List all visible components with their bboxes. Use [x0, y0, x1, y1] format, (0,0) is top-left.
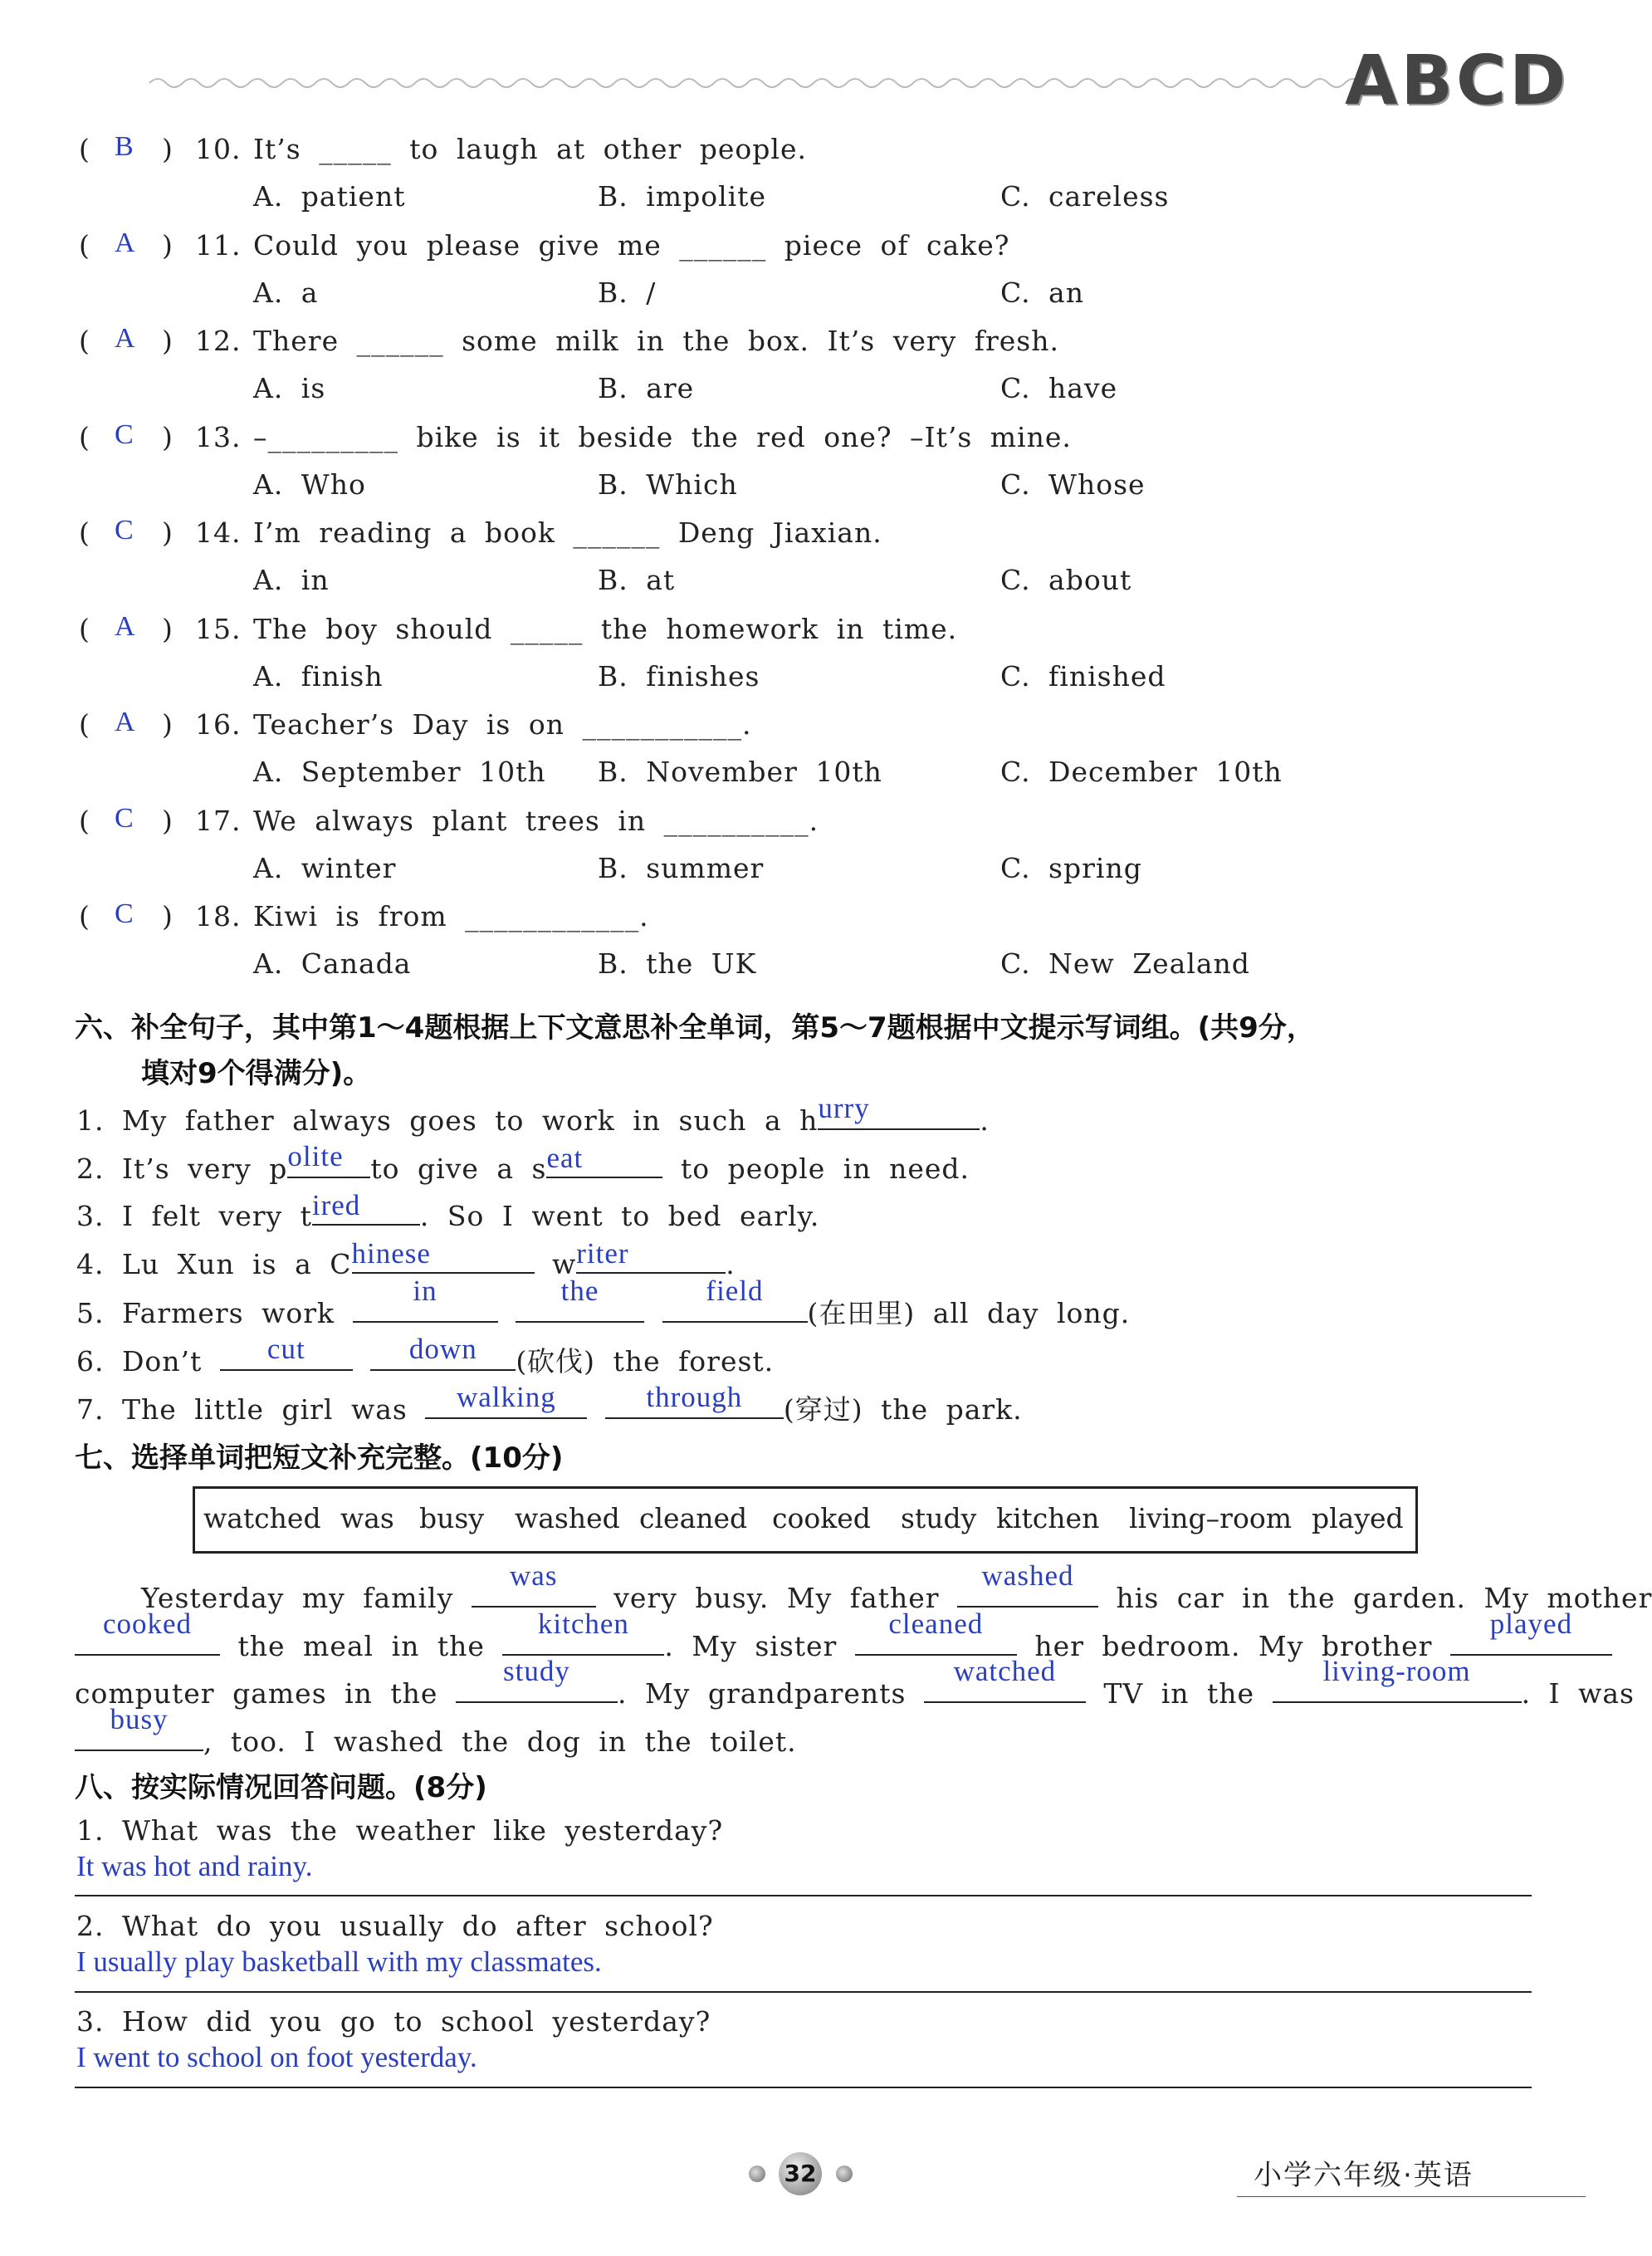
- option-a: A. finish: [253, 659, 384, 692]
- question-number: 17.: [195, 804, 242, 837]
- open-paren: (: [79, 133, 90, 165]
- s8-answer-2: I usually play basketball with my classmates.: [76, 1945, 602, 1978]
- word-bank-box: [193, 1486, 1418, 1554]
- passage-answer: was: [510, 1559, 558, 1592]
- s6-answer-1: urry: [818, 1092, 870, 1124]
- option-c: C. finished: [1000, 659, 1166, 692]
- option-c: C. an: [1000, 276, 1084, 309]
- passage-answer: kitchen: [537, 1608, 629, 1640]
- page-number-badge: 32: [779, 2152, 822, 2195]
- passage-answer: washed: [981, 1559, 1074, 1592]
- question-stem: It’s _____ to laugh at other people.: [253, 133, 807, 165]
- s6-answer-7a: walking: [456, 1381, 556, 1413]
- mc-answer: C: [115, 898, 134, 929]
- s6-sentence-6: 6. Don’t cut down (砍伐) the forest.: [76, 1333, 775, 1378]
- s6-answer-7b: through: [646, 1381, 743, 1413]
- word-bank-item: busy: [419, 1502, 484, 1534]
- s6-sentence-7: 7. The little girl was walking through (穿过) the park.: [76, 1381, 1023, 1426]
- word-bank-item: was: [340, 1502, 394, 1534]
- option-b: B. impolite: [598, 180, 766, 213]
- question-stem: Teacher’s Day is on ___________.: [253, 708, 752, 741]
- word-bank-item: cleaned: [639, 1502, 748, 1534]
- footer-dot-left: [749, 2165, 765, 2182]
- open-paren: (: [79, 516, 90, 549]
- mc-answer: B: [115, 131, 134, 162]
- s6-answer-5a: in: [413, 1275, 437, 1307]
- option-a: A. Who: [253, 467, 366, 501]
- s6-answer-6a: cut: [266, 1333, 305, 1365]
- answer-line: [75, 1895, 1532, 1896]
- answer-line: [75, 1991, 1532, 1993]
- open-paren: (: [79, 325, 90, 357]
- option-b: B. /: [598, 276, 657, 309]
- question-number: 10.: [195, 133, 242, 165]
- word-bank-item: washed: [515, 1502, 620, 1534]
- s6-answer-2b: eat: [546, 1142, 584, 1174]
- passage-line-4: busy , too. I washed the dog in the toilet.: [75, 1721, 797, 1758]
- passage-answer: played: [1489, 1608, 1573, 1640]
- s6-answer-4b: riter: [576, 1237, 629, 1270]
- passage-line-3: computer games in the study . My grandparents watched TV in the living-room . I was: [75, 1655, 1635, 1710]
- open-paren: (: [79, 612, 90, 645]
- option-c: C. Whose: [1000, 467, 1146, 501]
- s8-question-3: 3. How did you go to school yesterday?: [76, 2005, 711, 2038]
- mc-answer: A: [115, 610, 135, 642]
- passage-answer: busy: [110, 1703, 169, 1735]
- mc-answer: C: [115, 418, 134, 450]
- word-bank-item: study: [901, 1502, 977, 1534]
- close-paren: ): [162, 612, 173, 645]
- open-paren: (: [79, 228, 90, 262]
- option-a: A. in: [253, 564, 330, 596]
- header-logo: ABCD: [1345, 42, 1570, 120]
- s6-answer-5b: the: [560, 1275, 599, 1307]
- option-b: B. the UK: [598, 947, 757, 980]
- option-a: A. patient: [253, 180, 406, 213]
- open-paren: (: [79, 900, 90, 932]
- close-paren: ): [162, 516, 173, 549]
- mc-answer: A: [115, 323, 135, 354]
- section8-title: 八、按实际情况回答问题。(8分): [75, 1771, 487, 1804]
- open-paren: (: [79, 420, 90, 453]
- option-b: B. finishes: [598, 659, 760, 692]
- footer-line: [1237, 2196, 1586, 2197]
- option-c: C. have: [1000, 372, 1118, 404]
- answer-line: [75, 2087, 1532, 2088]
- option-a: A. a: [253, 276, 319, 309]
- passage-answer: cooked: [102, 1608, 193, 1640]
- s6-sentence-4: 4. Lu Xun is a C hinese w riter .: [76, 1237, 736, 1280]
- s6-sentence-3: 3. I felt very t ired . So I went to bed early.: [76, 1189, 820, 1232]
- option-b: B. Which: [598, 467, 738, 501]
- option-c: C. about: [1000, 564, 1132, 596]
- s6-sentence-2: 2. It’s very p olite to give a s eat to people in need.: [76, 1140, 970, 1185]
- option-c: C. December 10th: [1000, 756, 1283, 788]
- question-number: 15.: [195, 612, 242, 645]
- mc-answer: C: [115, 802, 134, 834]
- word-bank-item: cooked: [772, 1502, 871, 1534]
- passage-answer: watched: [953, 1655, 1057, 1687]
- s6-answer-3: ired: [311, 1189, 361, 1221]
- close-paren: ): [162, 325, 173, 357]
- question-stem: We always plant trees in __________.: [253, 804, 819, 837]
- close-paren: ): [162, 133, 173, 165]
- close-paren: ): [162, 900, 173, 932]
- s6-answer-2a: olite: [287, 1140, 344, 1172]
- word-bank-item: watched: [203, 1502, 321, 1534]
- s6-sentence-5: 5. Farmers work in the field (在田里) all day long.: [76, 1275, 1131, 1329]
- mc-answer: C: [115, 515, 134, 546]
- option-a: A. September 10th: [253, 756, 546, 788]
- question-number: 14.: [195, 516, 242, 549]
- passage-line-2: cooked the meal in the kitchen . My sister cleaned her bedroom. My brother played: [75, 1626, 1612, 1662]
- s8-answer-1: It was hot and rainy.: [76, 1850, 313, 1882]
- option-c: C. careless: [1000, 180, 1170, 213]
- s6-sentence-1: 1. My father always goes to work in such a h urry .: [76, 1092, 990, 1137]
- question-stem: There ______ some milk in the box. It’s very fresh.: [253, 325, 1059, 357]
- close-paren: ): [162, 420, 173, 453]
- mc-answer: A: [115, 227, 135, 258]
- passage-line-1: Yesterday my family was very busy. My father washed his car in the garden. My mother: [141, 1559, 1652, 1614]
- option-b: B. at: [598, 564, 676, 596]
- s6-answer-4a: hinese: [351, 1237, 431, 1270]
- section6-title-line2: 填对9个得满分)。: [141, 1057, 372, 1090]
- passage-answer: living-room: [1322, 1655, 1471, 1687]
- section6-title: 六、补全句子，其中第1～4题根据上下文意思补全单词，第5～7题根据中文提示写词组。(共9分，: [75, 1011, 1315, 1045]
- option-a: A. Canada: [253, 947, 412, 980]
- question-number: 16.: [195, 708, 242, 741]
- close-paren: ): [162, 804, 173, 837]
- question-stem: The boy should _____ the homework in time.: [253, 612, 958, 645]
- s6-answer-5c: field: [706, 1275, 764, 1307]
- question-stem: I’m reading a book ______ Deng Jiaxian.: [253, 516, 882, 549]
- open-paren: (: [79, 804, 90, 837]
- book-title: 小学六年级·英语: [1254, 2159, 1474, 2192]
- question-number: 12.: [195, 325, 242, 357]
- section7-title: 七、选择单词把短文补充完整。(10分): [75, 1441, 564, 1475]
- s8-question-1: 1. What was the weather like yesterday?: [76, 1814, 724, 1847]
- word-bank-item: played: [1312, 1502, 1404, 1534]
- word-bank-item: kitchen: [996, 1502, 1100, 1534]
- s8-answer-3: I went to school on foot yesterday.: [76, 2041, 477, 2073]
- passage-answer: study: [503, 1655, 570, 1687]
- option-c: C. spring: [1000, 851, 1142, 884]
- question-number: 18.: [195, 900, 242, 932]
- question-number: 11.: [195, 228, 242, 262]
- option-a: A. winter: [253, 851, 397, 884]
- question-stem: Kiwi is from ____________.: [253, 900, 649, 932]
- question-stem: –_________ bike is it beside the red one? –It’s mine.: [253, 420, 1072, 453]
- word-bank-item: living–room: [1129, 1502, 1292, 1534]
- footer-dot-right: [836, 2165, 853, 2182]
- question-stem: Could you please give me ______ piece of cake?: [253, 228, 1010, 262]
- option-c: C. New Zealand: [1000, 947, 1250, 980]
- passage-answer: cleaned: [888, 1608, 984, 1640]
- s8-question-2: 2. What do you usually do after school?: [76, 1910, 714, 1942]
- option-b: B. November 10th: [598, 756, 882, 788]
- s6-answer-6b: down: [408, 1333, 477, 1365]
- mc-answer: A: [115, 707, 135, 737]
- option-b: B. summer: [598, 851, 765, 884]
- header-wavy-line: [149, 66, 1361, 100]
- open-paren: (: [79, 708, 90, 741]
- option-a: A. is: [253, 372, 326, 404]
- close-paren: ): [162, 708, 173, 741]
- option-b: B. are: [598, 372, 695, 404]
- close-paren: ): [162, 228, 173, 262]
- question-number: 13.: [195, 420, 242, 453]
